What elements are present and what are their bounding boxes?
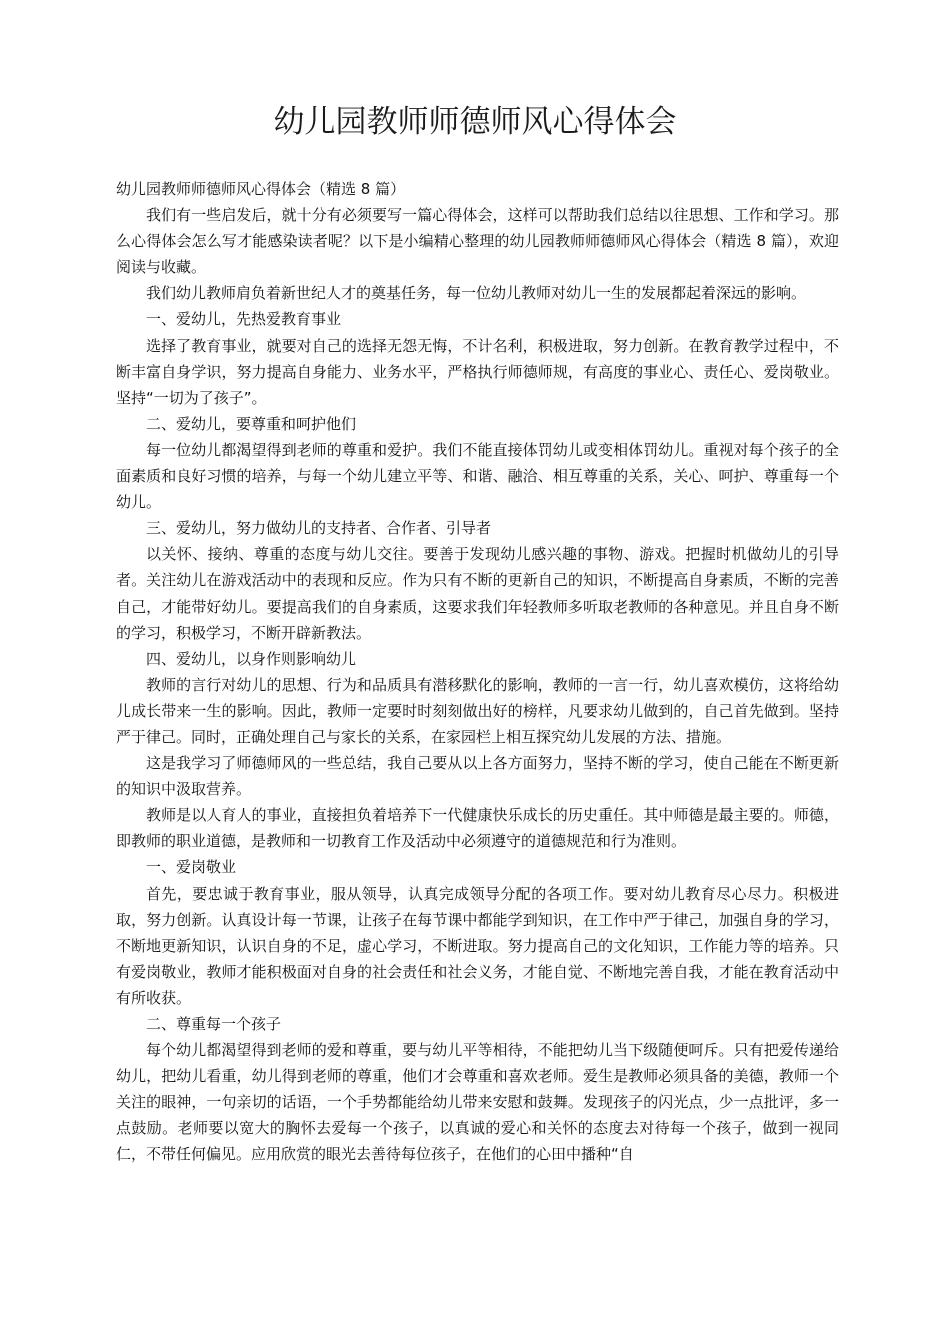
paragraph: 我们幼儿教师肩负着新世纪人才的奠基任务，每一位幼儿教师对幼儿一生的发展都起着深远的影响。 xyxy=(146,284,807,303)
paragraph: 以关怀、接纳、尊重的态度与幼儿交往。要善于发现幼儿感兴趣的事物、游戏。把握时机做幼儿的引导者。关注幼儿在游戏活动中的表现和反应。作为只有不断的更新自己的知识，不断提高自身素质，不断的完善自己，才能带好幼儿。要提高我们的自身素质，这要求我们年轻教师多听取老教师的各种意见。并且自身不断的学习，积极学习，不断开辟新教法。 xyxy=(116,545,839,642)
paragraph-intro: 我们有一些启发后，就十分有必须要写一篇心得体会，这样可以帮助我们总结以往思想、工作和学习。那么心得体会怎么写才能感染读者呢？以下是小编精心整理的幼儿园教师师德师风心得体会（精选 8 篇），欢迎阅读与收藏。 xyxy=(116,206,839,277)
paragraph: 教师的言行对幼儿的思想、行为和品质具有潜移默化的影响，教师的一言一行，幼儿喜欢模仿，这将给幼儿成长带来一生的影响。因此，教师一定要时时刻刻做出好的榜样，凡要求幼儿做到的，自己首先做到。坚持严于律己。同时，正确处理自己与家长的关系，在家园栏上相互探究幼儿发展的方法、措施。 xyxy=(116,675,839,746)
document-title: 幼儿园教师师德师风心得体会 xyxy=(273,104,677,140)
paragraph: 选择了教育事业，就要对自己的选择无怨无悔，不计名利，积极进取，努力创新。在教育教学过程中，不断丰富自身学识，努力提高自身能力、业务水平，严格执行师德师规，有高度的事业心、责任心、爱岗敬业。坚持“一切为了孩子”。 xyxy=(116,336,839,407)
document-subtitle: 幼儿园教师师德师风心得体会（精选 8 篇） xyxy=(116,180,406,198)
section-heading: 四、爱幼儿，以身作则影响幼儿 xyxy=(146,649,357,668)
section-heading: 二、爱幼儿，要尊重和呵护他们 xyxy=(146,414,357,433)
paragraph: 每个幼儿都渴望得到老师的爱和尊重，要与幼儿平等相待，不能把幼儿当下级随便呵斥。只有把爱传递给幼儿，把幼儿看重，幼儿得到老师的尊重，他们才会尊重和喜欢老师。爱生是教师必须具备的美德，教师一个关注的眼神，一句亲切的话语，一个手势都能给幼儿带来安慰和鼓舞。发现孩子的闪光点，少一点批评，多一点鼓励。老师要以宽大的胸怀去爱每一个孩子，以真诚的爱心和关怀的态度去对待每一个孩子，做到一视同仁，不带任何偏见。应用欣赏的眼光去善待每位孩子，在他们的心田中播种“自 xyxy=(116,1041,839,1164)
paragraph: 每一位幼儿都渴望得到老师的尊重和爱护。我们不能直接体罚幼儿或变相体罚幼儿。重视对每个孩子的全面素质和良好习惯的培养，与每一个幼儿建立平等、和谐、融洽、相互尊重的关系，关心、呵护、尊重每一个幼儿。 xyxy=(116,440,839,512)
paragraph: 首先，要忠诚于教育事业，服从领导，认真完成领导分配的各项工作。要对幼儿教育尽心尽力。积极进取，努力创新。认真设计每一节课，让孩子在每节课中都能学到知识，在工作中严于律己，加强自身的学习，不断地更新知识，认识自身的不足，虚心学习，不断进取。努力提高自己的文化知识，工作能力等的培养。只有爱岗敬业，教师才能积极面对自身的社会责任和社会义务，才能自觉、不断地完善自我，才能在教育活动中有所收获。 xyxy=(116,884,839,1007)
paragraph: 这是我学习了师德师风的一些总结，我自己要从以上各方面努力，坚持不断的学习，使自己能在不断更新的知识中汲取营养。 xyxy=(116,754,839,799)
section-heading: 一、爱岗敬业 xyxy=(146,858,237,877)
paragraph: 教师是以人育人的事业，直接担负着培养下一代健康快乐成长的历史重任。其中师德是最主要的。师德，即教师的职业道德，是教师和一切教育工作及活动中必须遵守的道德规范和行为准则。 xyxy=(116,806,839,851)
section-heading: 二、尊重每一个孩子 xyxy=(146,1015,282,1033)
section-heading: 一、爱幼儿，先热爱教育事业 xyxy=(146,310,342,329)
document-body xyxy=(116,176,839,1168)
section-heading: 三、爱幼儿，努力做幼儿的支持者、合作者、引导者 xyxy=(146,519,492,538)
